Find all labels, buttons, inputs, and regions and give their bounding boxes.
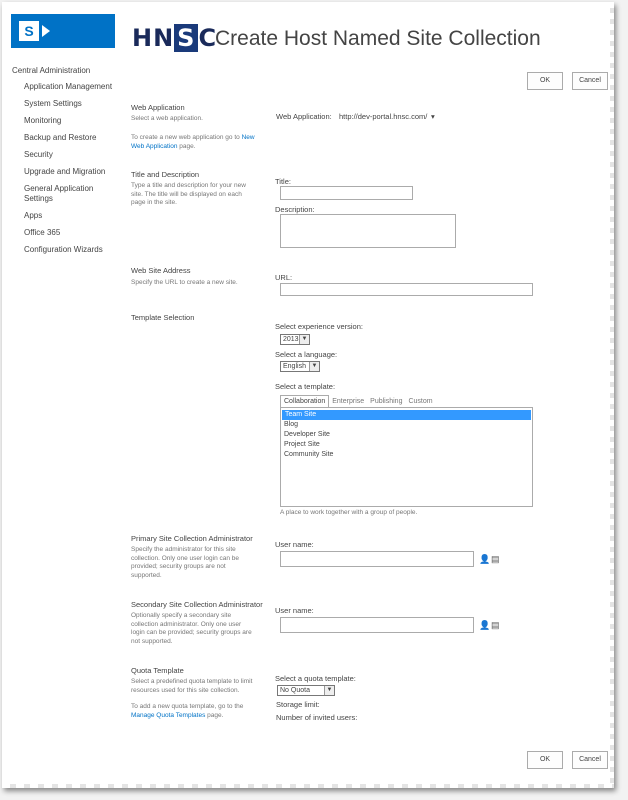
- nav-backup-and-restore[interactable]: Backup and Restore: [24, 133, 97, 142]
- nav-security[interactable]: Security: [24, 150, 53, 159]
- nav-general-application-settings[interactable]: General Application Settings: [24, 184, 94, 203]
- template-item-project-site[interactable]: Project Site: [284, 441, 320, 448]
- secondary-user-label: User name:: [275, 606, 314, 615]
- description-label: Description:: [275, 205, 315, 214]
- address-book-icon[interactable]: ▤: [491, 554, 500, 564]
- language-label: Select a language:: [275, 350, 338, 359]
- template-selection-heading: Template Selection: [131, 313, 195, 322]
- template-tabs: [280, 395, 436, 407]
- brand-logo: [132, 24, 217, 52]
- template-item-community-site[interactable]: Community Site: [284, 451, 334, 458]
- url-label: URL:: [275, 273, 293, 282]
- primary-user-label: User name:: [275, 540, 314, 549]
- brand-part-3: C: [198, 24, 218, 52]
- language-value: English: [283, 363, 306, 370]
- quota-desc2-suffix: page.: [205, 711, 224, 719]
- nav-monitoring[interactable]: Monitoring: [24, 116, 62, 125]
- secondary-admin-desc: Optionally specify a secondary site collection administrator. Only one user login can be provided; security groups are not supported.: [131, 612, 252, 645]
- tab-enterprise[interactable]: Enterprise: [332, 398, 365, 405]
- template-item-team-site[interactable]: Team Site: [282, 410, 531, 420]
- cancel-button-bottom[interactable]: Cancel: [572, 751, 608, 769]
- title-description-desc: Type a title and description for your new site. The title will be displayed on each page in the site.: [131, 182, 246, 206]
- tab-publishing[interactable]: Publishing: [370, 398, 403, 405]
- nav-upgrade-and-migration[interactable]: Upgrade and Migration: [24, 167, 106, 176]
- chevron-down-icon: ▼: [299, 335, 309, 344]
- secondary-admin-heading: Secondary Site Collection Administrator: [131, 600, 263, 609]
- url-input[interactable]: [280, 283, 533, 296]
- tab-collaboration[interactable]: Collaboration: [280, 395, 329, 408]
- description-textarea[interactable]: [280, 214, 456, 248]
- page: [2, 2, 614, 788]
- experience-version-label: Select experience version:: [275, 322, 363, 331]
- secondary-user-input[interactable]: [280, 617, 474, 633]
- sharepoint-logo[interactable]: [11, 14, 115, 48]
- chevron-down-icon: ▼: [309, 362, 319, 371]
- quota-template-heading: Quota Template: [131, 666, 184, 675]
- nav-apps[interactable]: Apps: [24, 211, 43, 220]
- nav-system-settings[interactable]: System Settings: [24, 99, 82, 108]
- nav-central-administration[interactable]: Central Administration: [12, 66, 91, 75]
- template-help-text: A place to work together with a group of people.: [280, 509, 418, 516]
- quick-launch: [12, 66, 114, 262]
- web-site-address-desc: Specify the URL to create a new site.: [131, 279, 238, 286]
- quota-value: No Quota: [280, 687, 310, 694]
- ok-button-top[interactable]: OK: [527, 72, 563, 90]
- experience-version-select[interactable]: [280, 334, 310, 345]
- primary-admin-heading: Primary Site Collection Administrator: [131, 534, 253, 543]
- web-application-label: Web Application:: [276, 112, 332, 121]
- brand-part-1: HN: [132, 24, 175, 52]
- brand-part-2: S: [174, 24, 198, 52]
- sharepoint-logo-icon: S: [19, 21, 39, 41]
- web-application-desc2-text: To create a new web application go to: [131, 134, 242, 141]
- web-application-desc2-suffix: page.: [177, 142, 196, 150]
- ok-button-bottom[interactable]: OK: [527, 751, 563, 769]
- check-names-icon[interactable]: 👤: [479, 620, 491, 630]
- quota-label: Select a quota template:: [275, 674, 356, 683]
- template-item-developer-site[interactable]: Developer Site: [284, 431, 330, 438]
- primary-user-input[interactable]: [280, 551, 474, 567]
- page-title: Create Host Named Site Collection: [215, 27, 541, 50]
- template-label: Select a template:: [275, 382, 336, 391]
- manage-quota-templates-link[interactable]: Manage Quota Templates: [131, 711, 206, 719]
- sharepoint-arrow-icon: [42, 25, 50, 37]
- cancel-button-top[interactable]: Cancel: [572, 72, 608, 90]
- quota-select[interactable]: [277, 685, 335, 696]
- web-application-desc: Select a web application.: [131, 115, 203, 122]
- nav-application-management[interactable]: Application Management: [24, 82, 113, 91]
- address-book-icon[interactable]: ▤: [491, 620, 500, 630]
- quota-template-desc: Select a predefined quota template to limit resources used for this site collection.: [131, 678, 253, 694]
- tab-custom[interactable]: Custom: [408, 398, 433, 405]
- web-site-address-heading: Web Site Address: [131, 266, 191, 275]
- chevron-down-icon: ▼: [324, 686, 334, 695]
- torn-edge-bottom: [2, 784, 614, 788]
- web-application-selector[interactable]: http://dev-portal.hnsc.com/: [339, 112, 428, 121]
- template-item-blog[interactable]: Blog: [284, 421, 299, 428]
- torn-edge-right: [610, 2, 614, 788]
- web-application-heading: Web Application: [131, 103, 185, 112]
- nav-office-365[interactable]: Office 365: [24, 228, 61, 237]
- title-input[interactable]: [280, 186, 413, 200]
- primary-admin-desc: Specify the administrator for this site collection. Only one user login can be provided; security groups are not supported.: [131, 546, 240, 579]
- web-application-desc2: [131, 134, 255, 151]
- invited-users-label: Number of invited users:: [276, 713, 358, 722]
- quota-template-desc2: [131, 703, 255, 720]
- nav-configuration-wizards[interactable]: Configuration Wizards: [24, 245, 103, 254]
- new-web-application-link[interactable]: New Web Application: [131, 134, 255, 150]
- check-names-icon[interactable]: 👤: [479, 554, 491, 564]
- language-select[interactable]: [280, 361, 320, 372]
- title-description-heading: Title and Description: [131, 170, 200, 179]
- template-list[interactable]: [280, 407, 533, 507]
- web-application-dropdown-icon[interactable]: ▾: [431, 112, 435, 121]
- storage-limit-label: Storage limit:: [276, 700, 320, 709]
- title-label: Title:: [275, 177, 291, 186]
- experience-version-value: 2013: [283, 336, 299, 343]
- quota-desc2-text: To add a new quota template, go to the: [131, 703, 244, 710]
